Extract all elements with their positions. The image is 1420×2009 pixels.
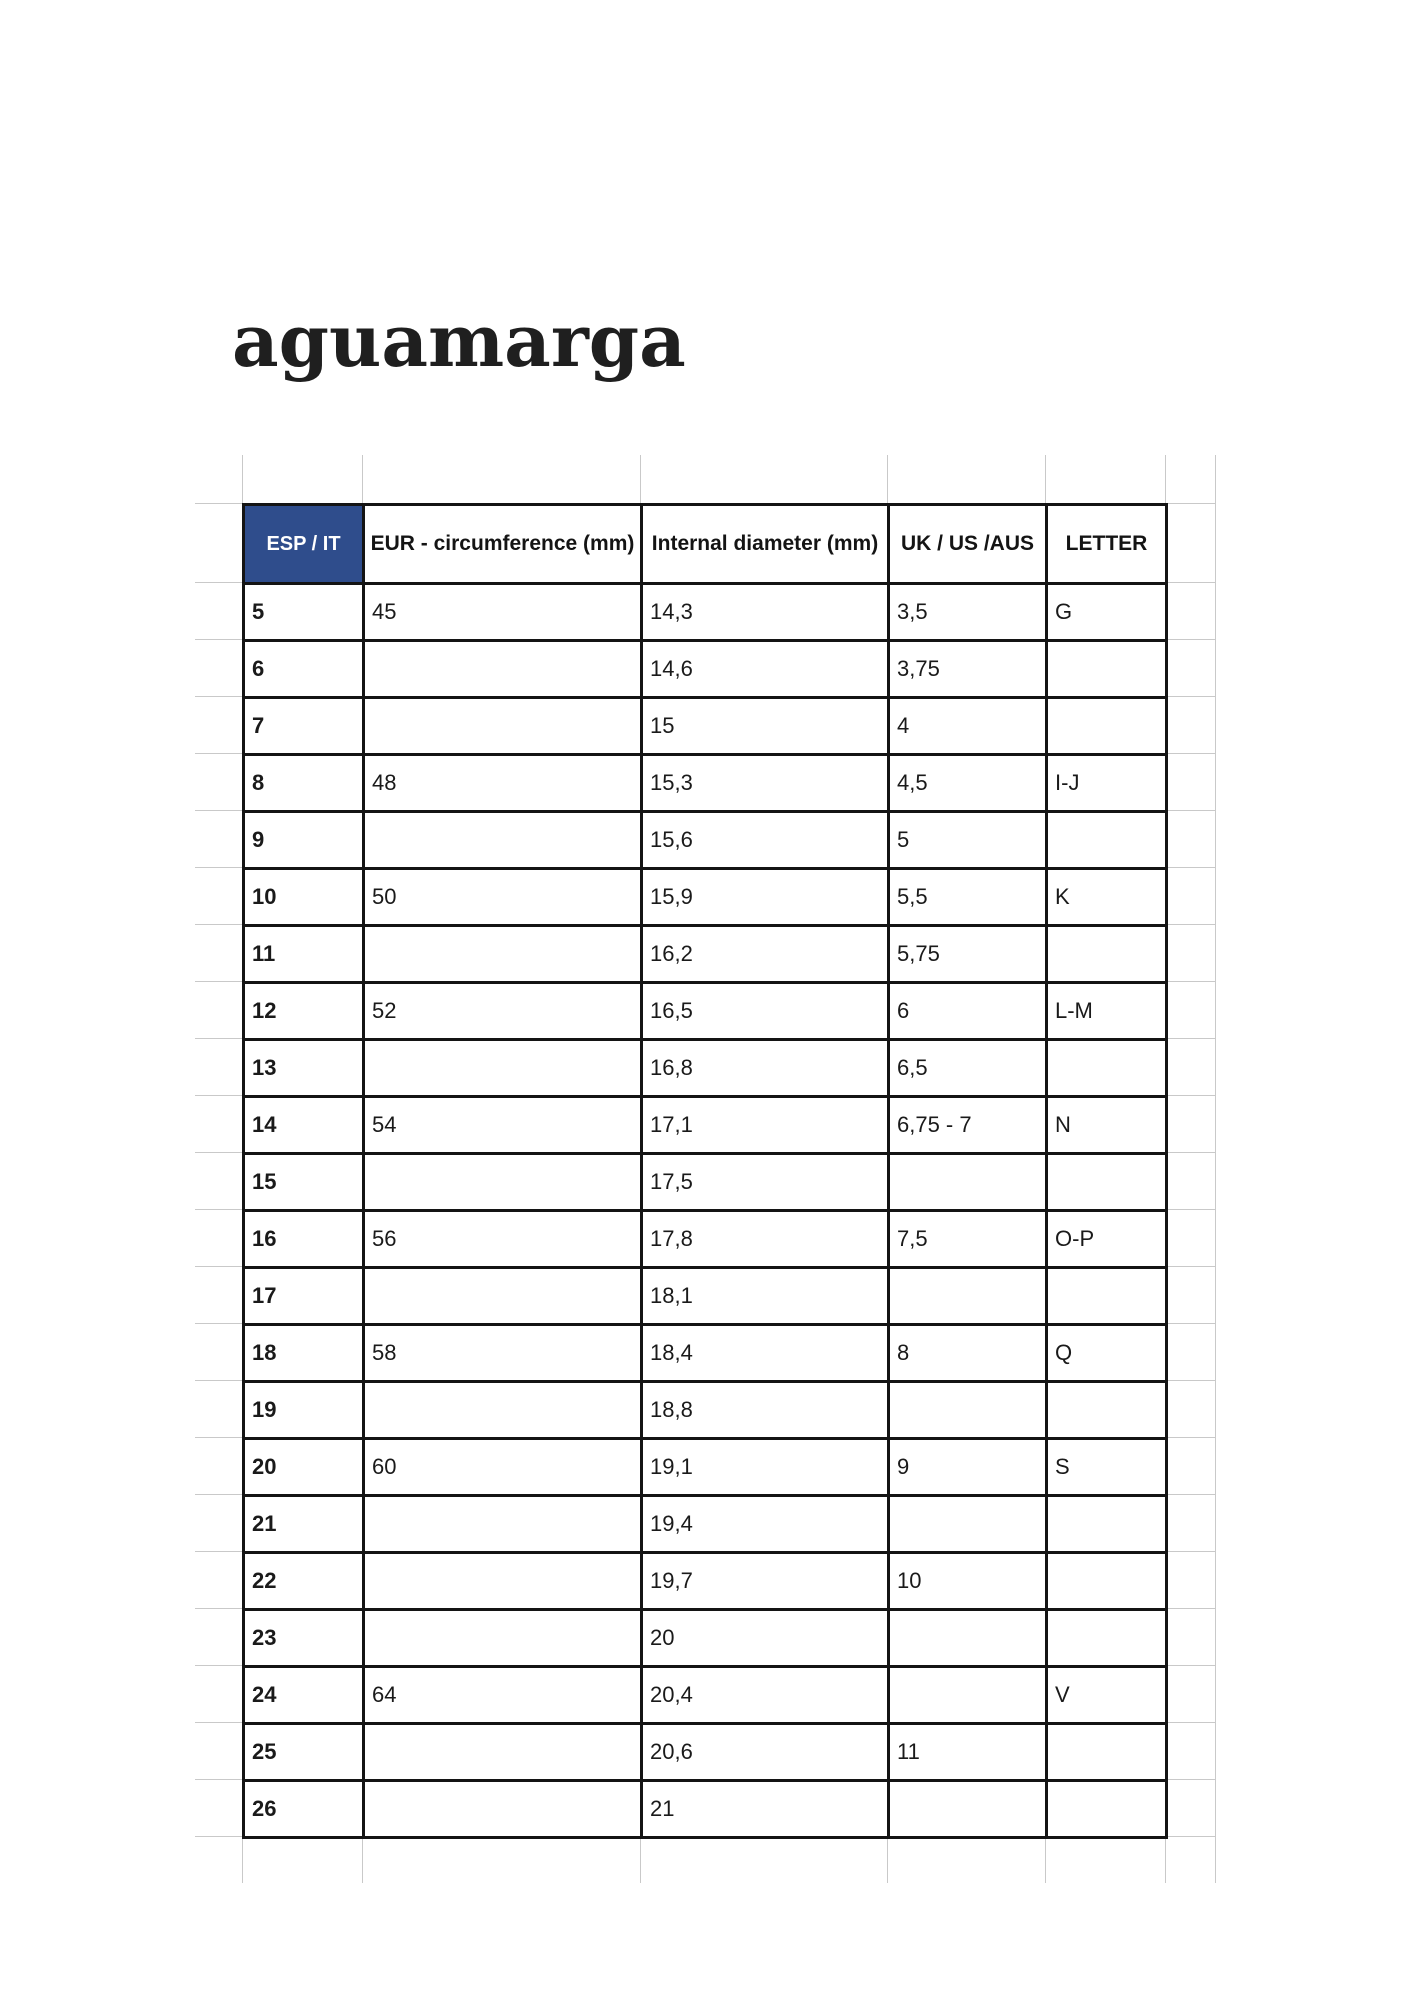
cell-uk: 5,5 xyxy=(889,869,1047,926)
cell-letter xyxy=(1047,1781,1167,1838)
gridline xyxy=(195,503,242,504)
cell-diameter: 18,8 xyxy=(642,1382,889,1439)
cell-diameter: 20,6 xyxy=(642,1724,889,1781)
cell-diameter: 17,1 xyxy=(642,1097,889,1154)
gridline xyxy=(1045,1837,1046,1883)
cell-eur: 50 xyxy=(364,869,642,926)
ring-size-table xyxy=(242,503,1168,1839)
cell-diameter: 16,8 xyxy=(642,1040,889,1097)
cell-esp-it: 9 xyxy=(244,812,364,869)
cell-eur xyxy=(364,1268,642,1325)
cell-diameter: 18,1 xyxy=(642,1268,889,1325)
cell-diameter: 15,6 xyxy=(642,812,889,869)
table-row xyxy=(244,869,1167,926)
cell-uk xyxy=(889,1496,1047,1553)
cell-letter xyxy=(1047,926,1167,983)
cell-uk xyxy=(889,1268,1047,1325)
table-row xyxy=(244,698,1167,755)
cell-uk: 4,5 xyxy=(889,755,1047,812)
table-row xyxy=(244,755,1167,812)
cell-eur xyxy=(364,1154,642,1211)
cell-uk xyxy=(889,1610,1047,1667)
cell-diameter: 15 xyxy=(642,698,889,755)
table-row xyxy=(244,1268,1167,1325)
cell-uk xyxy=(889,1154,1047,1211)
table-row xyxy=(244,1211,1167,1268)
gridline xyxy=(362,455,363,503)
cell-esp-it: 8 xyxy=(244,755,364,812)
cell-uk: 7,5 xyxy=(889,1211,1047,1268)
cell-letter xyxy=(1047,1382,1167,1439)
cell-esp-it: 21 xyxy=(244,1496,364,1553)
table-row xyxy=(244,1154,1167,1211)
cell-diameter: 19,7 xyxy=(642,1553,889,1610)
table-row xyxy=(244,584,1167,641)
cell-uk: 10 xyxy=(889,1553,1047,1610)
cell-eur xyxy=(364,926,642,983)
table-row xyxy=(244,1439,1167,1496)
gridline xyxy=(195,582,242,1837)
gridline xyxy=(362,1837,363,1883)
cell-eur xyxy=(364,1781,642,1838)
column-header-esp-it: ESP / IT xyxy=(244,505,364,584)
table-row xyxy=(244,1553,1167,1610)
cell-eur xyxy=(364,1724,642,1781)
gridline xyxy=(1165,582,1215,1837)
cell-uk: 4 xyxy=(889,698,1047,755)
gridline xyxy=(242,455,243,503)
cell-esp-it: 7 xyxy=(244,698,364,755)
cell-uk xyxy=(889,1382,1047,1439)
cell-uk: 3,75 xyxy=(889,641,1047,698)
cell-eur: 58 xyxy=(364,1325,642,1382)
cell-letter xyxy=(1047,698,1167,755)
cell-diameter: 18,4 xyxy=(642,1325,889,1382)
cell-uk: 5,75 xyxy=(889,926,1047,983)
cell-esp-it: 26 xyxy=(244,1781,364,1838)
cell-diameter: 15,3 xyxy=(642,755,889,812)
gridline xyxy=(887,1837,888,1883)
gridline xyxy=(1045,455,1046,503)
cell-diameter: 21 xyxy=(642,1781,889,1838)
cell-diameter: 16,5 xyxy=(642,983,889,1040)
cell-letter: G xyxy=(1047,584,1167,641)
cell-esp-it: 16 xyxy=(244,1211,364,1268)
cell-letter xyxy=(1047,641,1167,698)
cell-letter: K xyxy=(1047,869,1167,926)
cell-uk: 11 xyxy=(889,1724,1047,1781)
gridline xyxy=(1165,1837,1166,1883)
gridline xyxy=(640,1837,641,1883)
cell-esp-it: 22 xyxy=(244,1553,364,1610)
cell-esp-it: 25 xyxy=(244,1724,364,1781)
gridline xyxy=(1165,503,1215,504)
table-row xyxy=(244,1667,1167,1724)
gridline xyxy=(887,455,888,503)
cell-diameter: 17,5 xyxy=(642,1154,889,1211)
gridline xyxy=(1165,455,1166,503)
cell-uk: 3,5 xyxy=(889,584,1047,641)
table-row xyxy=(244,1325,1167,1382)
table-row xyxy=(244,1040,1167,1097)
cell-diameter: 14,6 xyxy=(642,641,889,698)
cell-diameter: 17,8 xyxy=(642,1211,889,1268)
cell-esp-it: 23 xyxy=(244,1610,364,1667)
cell-diameter: 20,4 xyxy=(642,1667,889,1724)
column-header-letter: LETTER xyxy=(1047,505,1167,584)
column-header-uk-us-aus: UK / US /AUS xyxy=(889,505,1047,584)
cell-uk: 6 xyxy=(889,983,1047,1040)
cell-diameter: 16,2 xyxy=(642,926,889,983)
cell-eur xyxy=(364,698,642,755)
cell-uk: 9 xyxy=(889,1439,1047,1496)
cell-esp-it: 19 xyxy=(244,1382,364,1439)
cell-diameter: 20 xyxy=(642,1610,889,1667)
cell-letter xyxy=(1047,1610,1167,1667)
brand-logo: aguamarga xyxy=(232,298,686,383)
table-row xyxy=(244,1610,1167,1667)
table-row xyxy=(244,1097,1167,1154)
cell-eur: 48 xyxy=(364,755,642,812)
cell-esp-it: 10 xyxy=(244,869,364,926)
cell-letter xyxy=(1047,1553,1167,1610)
cell-esp-it: 24 xyxy=(244,1667,364,1724)
cell-eur: 54 xyxy=(364,1097,642,1154)
cell-eur xyxy=(364,1040,642,1097)
cell-letter: V xyxy=(1047,1667,1167,1724)
cell-diameter: 19,1 xyxy=(642,1439,889,1496)
cell-letter xyxy=(1047,1154,1167,1211)
gridline xyxy=(242,1837,243,1883)
cell-uk: 8 xyxy=(889,1325,1047,1382)
cell-eur xyxy=(364,812,642,869)
table-row xyxy=(244,1781,1167,1838)
column-header-eur-circumference: EUR - circumference (mm) xyxy=(364,505,642,584)
cell-diameter: 14,3 xyxy=(642,584,889,641)
cell-letter xyxy=(1047,1724,1167,1781)
table-row xyxy=(244,1382,1167,1439)
cell-letter xyxy=(1047,1496,1167,1553)
cell-diameter: 15,9 xyxy=(642,869,889,926)
cell-letter: L-M xyxy=(1047,983,1167,1040)
cell-eur xyxy=(364,1382,642,1439)
cell-eur xyxy=(364,1610,642,1667)
gridline xyxy=(1215,455,1216,1883)
cell-eur: 60 xyxy=(364,1439,642,1496)
cell-esp-it: 12 xyxy=(244,983,364,1040)
cell-eur: 56 xyxy=(364,1211,642,1268)
table-row xyxy=(244,926,1167,983)
cell-esp-it: 11 xyxy=(244,926,364,983)
cell-letter: N xyxy=(1047,1097,1167,1154)
cell-uk: 6,5 xyxy=(889,1040,1047,1097)
cell-esp-it: 17 xyxy=(244,1268,364,1325)
cell-diameter: 19,4 xyxy=(642,1496,889,1553)
cell-eur: 64 xyxy=(364,1667,642,1724)
cell-esp-it: 15 xyxy=(244,1154,364,1211)
cell-letter: S xyxy=(1047,1439,1167,1496)
table-row xyxy=(244,641,1167,698)
cell-esp-it: 18 xyxy=(244,1325,364,1382)
table-row xyxy=(244,1496,1167,1553)
cell-esp-it: 5 xyxy=(244,584,364,641)
table-row xyxy=(244,983,1167,1040)
table-row xyxy=(244,812,1167,869)
cell-esp-it: 6 xyxy=(244,641,364,698)
table-row xyxy=(244,1724,1167,1781)
cell-esp-it: 20 xyxy=(244,1439,364,1496)
cell-letter xyxy=(1047,812,1167,869)
column-header-internal-diameter: Internal diameter (mm) xyxy=(642,505,889,584)
cell-eur xyxy=(364,641,642,698)
cell-eur: 52 xyxy=(364,983,642,1040)
table-header-row xyxy=(244,505,1167,584)
cell-eur xyxy=(364,1496,642,1553)
cell-letter: I-J xyxy=(1047,755,1167,812)
cell-letter: O-P xyxy=(1047,1211,1167,1268)
cell-letter: Q xyxy=(1047,1325,1167,1382)
cell-uk: 6,75 - 7 xyxy=(889,1097,1047,1154)
cell-eur xyxy=(364,1553,642,1610)
cell-eur: 45 xyxy=(364,584,642,641)
gridline xyxy=(640,455,641,503)
cell-uk xyxy=(889,1781,1047,1838)
cell-letter xyxy=(1047,1268,1167,1325)
cell-letter xyxy=(1047,1040,1167,1097)
cell-uk: 5 xyxy=(889,812,1047,869)
cell-esp-it: 14 xyxy=(244,1097,364,1154)
cell-esp-it: 13 xyxy=(244,1040,364,1097)
cell-uk xyxy=(889,1667,1047,1724)
